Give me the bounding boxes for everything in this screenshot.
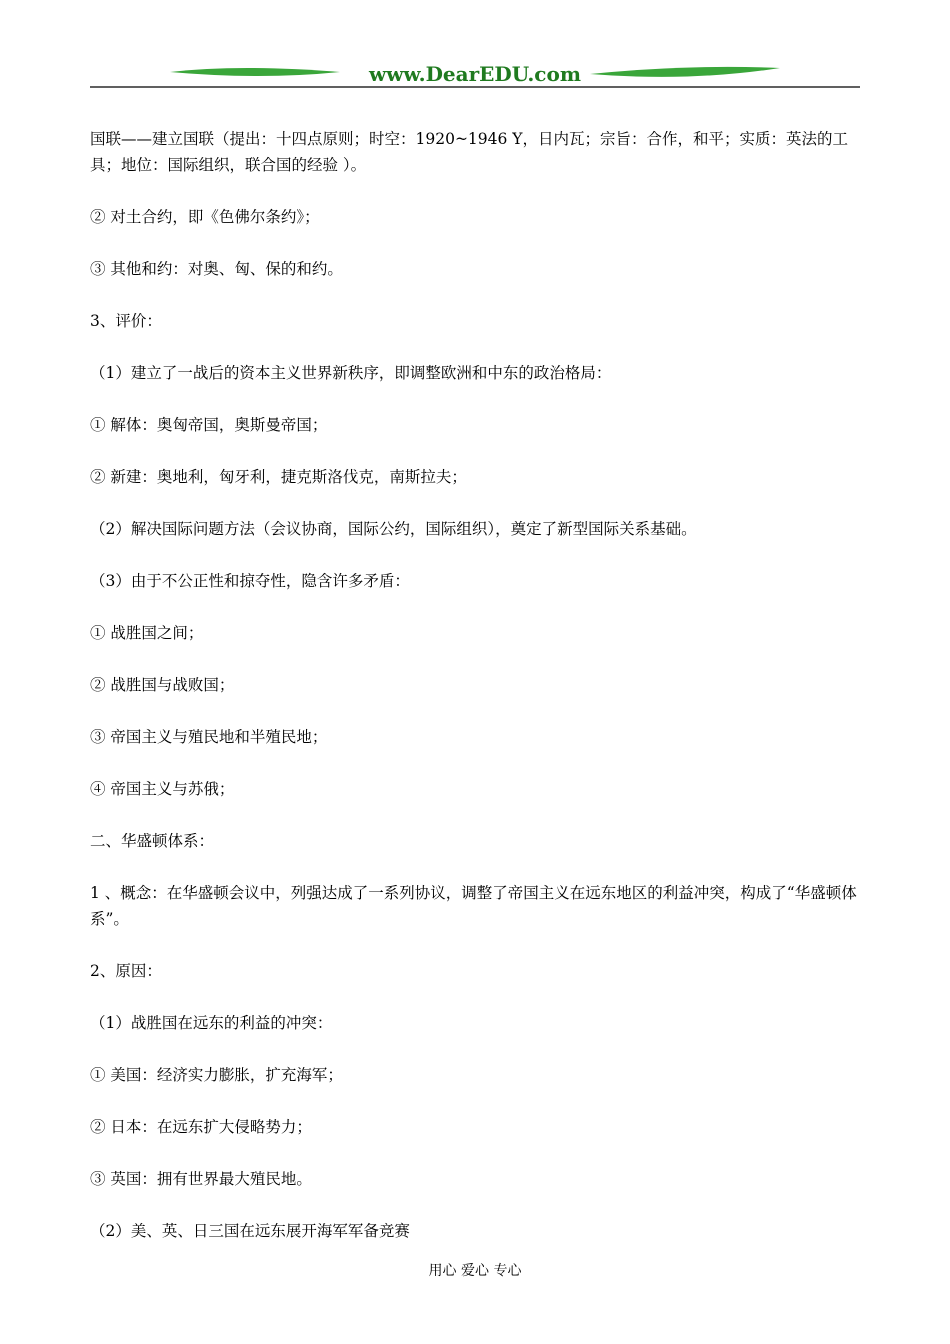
paragraph: 3、评价：: [90, 312, 162, 330]
paragraph: ② 战胜国与战败国；: [90, 676, 235, 694]
page-footer: 用心 爱心 专心: [428, 1263, 522, 1279]
section-heading: 二、华盛顿体系：: [90, 832, 215, 850]
paragraph: ② 日本：在远东扩大侵略势力；: [90, 1118, 312, 1136]
paragraph: （3）由于不公正性和掠夺性，隐含许多矛盾：: [90, 572, 410, 590]
paragraph: ③ 英国：拥有世界最大殖民地。: [90, 1170, 312, 1188]
paragraph: （1）战胜国在远东的利益的冲突：: [90, 1014, 333, 1032]
paragraph: （1）建立了一战后的资本主义世界新秩序，即调整欧洲和中东的政治格局：: [90, 364, 612, 382]
paragraph: ③ 其他和约：对奥、匈、保的和约。: [90, 260, 343, 278]
page-header: [90, 60, 860, 90]
site-logo-text: www.DearEDU.com: [368, 62, 581, 86]
paragraph: ① 战胜国之间；: [90, 624, 204, 642]
paragraph: ① 美国：经济实力膨胀，扩充海军；: [90, 1066, 343, 1084]
paragraph: ② 新建：奥地利，匈牙利，捷克斯洛伐克，南斯拉夫；: [90, 468, 467, 486]
paragraph: 1 、概念：在华盛顿会议中，列强达成了一系列协议，调整了帝国主义在远东地区的利益冲突，构成了“华盛顿体系”。: [90, 884, 857, 928]
paragraph: 2、原因：: [90, 962, 162, 980]
document-body: [90, 126, 860, 1270]
paragraph: （2）美、英、日三国在远东展开海军军备竞赛: [90, 1222, 410, 1240]
paragraph: （2）解决国际问题方法（会议协商，国际公约，国际组织），奠定了新型国际关系基础。: [90, 520, 697, 538]
paragraph: ① 解体：奥匈帝国，奥斯曼帝国；: [90, 416, 328, 434]
paragraph: 国联——建立国联（提出：十四点原则；时空：1920~1946 Y，日内瓦；宗旨：合作，和平；实质：英法的工具；地位：国际组织，联合国的经验 ）。: [90, 130, 849, 174]
paragraph: ④ 帝国主义与苏俄；: [90, 780, 235, 798]
paragraph: ② 对土合约，即《色佛尔条约》；: [90, 208, 320, 226]
paragraph: ③ 帝国主义与殖民地和半殖民地；: [90, 728, 328, 746]
